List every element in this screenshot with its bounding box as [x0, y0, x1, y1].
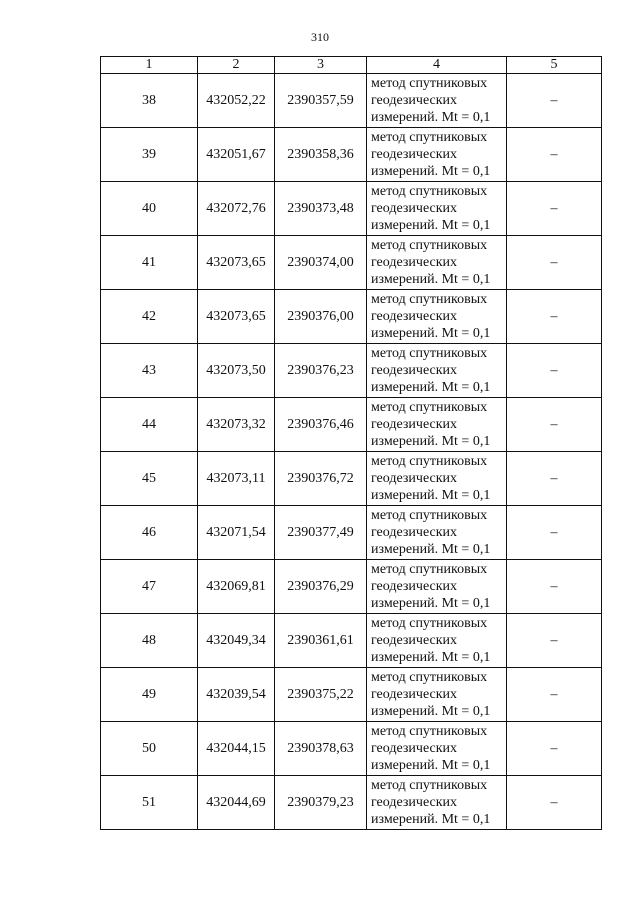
method-text-line: измерений. Mt = 0,1: [371, 272, 491, 287]
x-coordinate-cell: 432073,32: [198, 398, 275, 452]
method-cell: [367, 614, 507, 668]
method-text-line: метод спутниковых: [371, 184, 488, 199]
method-cell: [367, 398, 507, 452]
y-coordinate-cell: 2390376,23: [275, 344, 367, 398]
column-header-5: 5: [507, 57, 602, 74]
method-text-line: измерений. Mt = 0,1: [371, 704, 491, 719]
y-coordinate-cell: 2390378,63: [275, 722, 367, 776]
method-text-line: геодезических: [371, 579, 458, 594]
method-cell: [367, 452, 507, 506]
point-number-cell: 40: [101, 182, 198, 236]
method-text-line: метод спутниковых: [371, 670, 488, 685]
method-cell: [367, 506, 507, 560]
note-cell: –: [507, 506, 602, 560]
x-coordinate-cell: 432049,34: [198, 614, 275, 668]
point-number-cell: 46: [101, 506, 198, 560]
x-coordinate-cell: 432071,54: [198, 506, 275, 560]
note-cell: –: [507, 182, 602, 236]
table-row: [101, 614, 602, 668]
column-header-1: 1: [101, 57, 198, 74]
method-cell: [367, 236, 507, 290]
method-text-line: геодезических: [371, 795, 458, 810]
x-coordinate-cell: 432073,65: [198, 236, 275, 290]
y-coordinate-cell: 2390357,59: [275, 74, 367, 128]
method-text-line: метод спутниковых: [371, 292, 488, 307]
y-coordinate-cell: 2390361,61: [275, 614, 367, 668]
y-coordinate-cell: 2390375,22: [275, 668, 367, 722]
point-number-cell: 51: [101, 776, 198, 830]
method-text-line: измерений. Mt = 0,1: [371, 434, 491, 449]
point-number-cell: 45: [101, 452, 198, 506]
method-text-line: геодезических: [371, 633, 458, 648]
method-cell: [367, 344, 507, 398]
method-text-line: геодезических: [371, 687, 458, 702]
method-text-line: метод спутниковых: [371, 454, 488, 469]
method-text-line: метод спутниковых: [371, 76, 488, 91]
table-row: [101, 668, 602, 722]
method-text-line: измерений. Mt = 0,1: [371, 110, 491, 125]
table-row: [101, 290, 602, 344]
table-row: [101, 398, 602, 452]
x-coordinate-cell: 432044,15: [198, 722, 275, 776]
x-coordinate-cell: 432051,67: [198, 128, 275, 182]
x-coordinate-cell: 432073,11: [198, 452, 275, 506]
method-text-line: геодезических: [371, 741, 458, 756]
method-cell: [367, 182, 507, 236]
method-cell: [367, 290, 507, 344]
column-header-2: 2: [198, 57, 275, 74]
point-number-cell: 42: [101, 290, 198, 344]
method-text-line: метод спутниковых: [371, 724, 488, 739]
point-number-cell: 47: [101, 560, 198, 614]
method-text-line: геодезических: [371, 93, 458, 108]
y-coordinate-cell: 2390376,46: [275, 398, 367, 452]
method-cell: [367, 560, 507, 614]
method-text-line: измерений. Mt = 0,1: [371, 488, 491, 503]
x-coordinate-cell: 432052,22: [198, 74, 275, 128]
method-cell: [367, 776, 507, 830]
table-row: [101, 128, 602, 182]
y-coordinate-cell: 2390379,23: [275, 776, 367, 830]
method-text-line: метод спутниковых: [371, 238, 488, 253]
x-coordinate-cell: 432039,54: [198, 668, 275, 722]
column-header-4: 4: [367, 57, 507, 74]
x-coordinate-cell: 432073,50: [198, 344, 275, 398]
point-number-cell: 44: [101, 398, 198, 452]
method-text-line: геодезических: [371, 363, 458, 378]
table-row: [101, 560, 602, 614]
method-text-line: измерений. Mt = 0,1: [371, 164, 491, 179]
note-cell: –: [507, 614, 602, 668]
page-number: 310: [311, 30, 329, 44]
method-text-line: метод спутниковых: [371, 400, 488, 415]
method-text-line: метод спутниковых: [371, 346, 488, 361]
table-row: [101, 506, 602, 560]
method-text-line: метод спутниковых: [371, 616, 488, 631]
note-cell: –: [507, 398, 602, 452]
y-coordinate-cell: 2390376,72: [275, 452, 367, 506]
table-row: [101, 722, 602, 776]
table-row: [101, 182, 602, 236]
y-coordinate-cell: 2390358,36: [275, 128, 367, 182]
method-cell: [367, 668, 507, 722]
note-cell: –: [507, 452, 602, 506]
method-cell: [367, 74, 507, 128]
point-number-cell: 39: [101, 128, 198, 182]
point-number-cell: 50: [101, 722, 198, 776]
note-cell: –: [507, 344, 602, 398]
method-text-line: измерений. Mt = 0,1: [371, 812, 491, 827]
table-header-row: [101, 57, 602, 74]
note-cell: –: [507, 236, 602, 290]
method-text-line: метод спутниковых: [371, 130, 488, 145]
y-coordinate-cell: 2390376,00: [275, 290, 367, 344]
point-number-cell: 41: [101, 236, 198, 290]
point-number-cell: 38: [101, 74, 198, 128]
method-text-line: геодезических: [371, 201, 458, 216]
method-text-line: измерений. Mt = 0,1: [371, 650, 491, 665]
method-cell: [367, 128, 507, 182]
x-coordinate-cell: 432069,81: [198, 560, 275, 614]
method-text-line: измерений. Mt = 0,1: [371, 758, 491, 773]
table-row: [101, 776, 602, 830]
note-cell: –: [507, 128, 602, 182]
column-header-3: 3: [275, 57, 367, 74]
x-coordinate-cell: 432044,69: [198, 776, 275, 830]
method-text-line: геодезических: [371, 525, 458, 540]
y-coordinate-cell: 2390377,49: [275, 506, 367, 560]
x-coordinate-cell: 432072,76: [198, 182, 275, 236]
note-cell: –: [507, 74, 602, 128]
note-cell: –: [507, 560, 602, 614]
method-text-line: геодезических: [371, 309, 458, 324]
method-text-line: измерений. Mt = 0,1: [371, 542, 491, 557]
note-cell: –: [507, 668, 602, 722]
y-coordinate-cell: 2390374,00: [275, 236, 367, 290]
table-row: [101, 452, 602, 506]
y-coordinate-cell: 2390376,29: [275, 560, 367, 614]
method-cell: [367, 722, 507, 776]
note-cell: –: [507, 776, 602, 830]
method-text-line: геодезических: [371, 255, 458, 270]
point-number-cell: 43: [101, 344, 198, 398]
y-coordinate-cell: 2390373,48: [275, 182, 367, 236]
method-text-line: измерений. Mt = 0,1: [371, 218, 491, 233]
table-row: [101, 344, 602, 398]
point-number-cell: 49: [101, 668, 198, 722]
method-text-line: измерений. Mt = 0,1: [371, 596, 491, 611]
method-text-line: метод спутниковых: [371, 508, 488, 523]
method-text-line: геодезических: [371, 417, 458, 432]
point-number-cell: 48: [101, 614, 198, 668]
coordinates-table: [100, 56, 602, 830]
x-coordinate-cell: 432073,65: [198, 290, 275, 344]
table-row: [101, 74, 602, 128]
method-text-line: измерений. Mt = 0,1: [371, 380, 491, 395]
method-text-line: метод спутниковых: [371, 778, 488, 793]
method-text-line: геодезических: [371, 147, 458, 162]
note-cell: –: [507, 722, 602, 776]
method-text-line: измерений. Mt = 0,1: [371, 326, 491, 341]
table-row: [101, 236, 602, 290]
method-text-line: геодезических: [371, 471, 458, 486]
method-text-line: метод спутниковых: [371, 562, 488, 577]
note-cell: –: [507, 290, 602, 344]
table-body: [101, 74, 602, 830]
